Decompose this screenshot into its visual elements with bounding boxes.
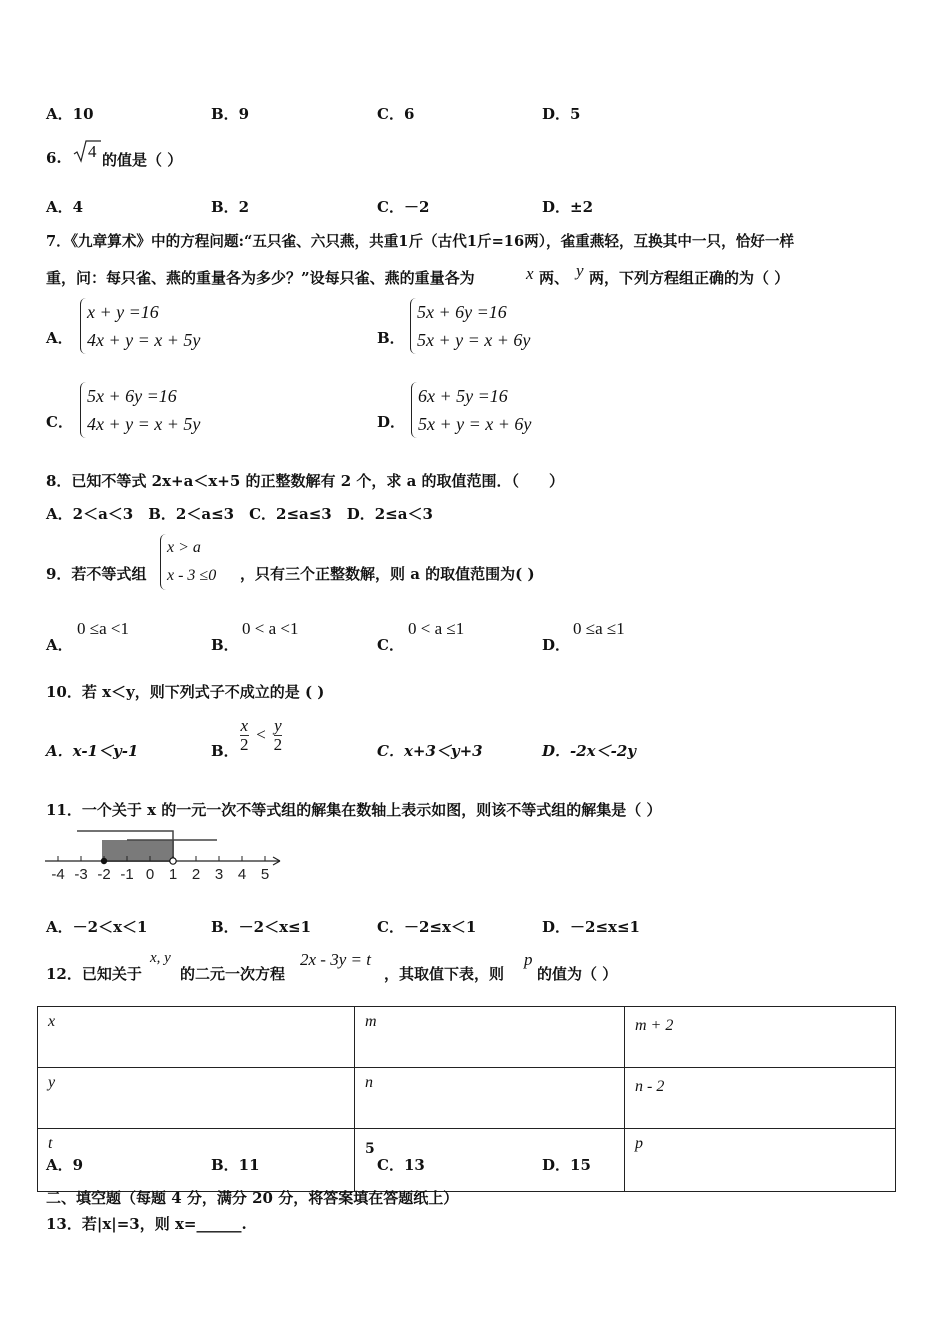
q6-option-c: C．－2 [377,198,430,216]
q8-text: 8．已知不等式 2x+a＜x+5 的正整数解有 2 个，求 a 的取值范围．（ ） [46,472,565,490]
q10-frac1-num: x [240,716,249,735]
q6-radicand: 4 [88,142,97,161]
q11-shaded-region [102,840,174,862]
q9-eq1: x > a [167,539,201,556]
q7-option-c-eq1: 5x + 6y =16 [87,386,177,406]
q11-tick-label: 0 [145,866,155,883]
q11-option-c: C．－2≤x＜1 [377,918,477,936]
q10-frac2-num: y [274,716,282,735]
q6-text: 的值是（ ） [102,151,183,169]
q6-option-b: B．2 [211,198,250,216]
q12-vars: x, y [150,950,171,966]
q7-option-d-eq1: 6x + 5y =16 [418,386,508,406]
q11-tick-label: -1 [120,866,134,883]
table-cell: m + 2 [625,1007,896,1068]
q5-option-d: D．5 [542,105,581,123]
q11-tick-label: 3 [214,866,224,883]
table-cell: n [355,1068,625,1129]
q7-option-a-label: A． [46,329,73,347]
q7-option-d-label: D． [377,413,406,431]
q7-line2a: 重，问：每只雀、燕的重量各为多少？”设每只雀、燕的重量各为 [46,269,475,287]
q10-option-a: A．x-1＜y-1 [46,742,139,760]
q9-option-d-label: D． [542,636,571,654]
table-row [38,1007,896,1068]
q10-text: 10．若 x＜y，则下列式子不成立的是 ( ) [46,683,325,701]
q9-eq2: x - 3 ≤0 [167,567,217,584]
q7-option-d-system [411,382,531,438]
q7-option-a-system [80,298,200,354]
table-cell: 5 [355,1129,625,1192]
q9-prefix: 9．若不等式组 [46,565,147,583]
q5-option-b: B．9 [211,105,250,123]
q7-var-x: x [526,264,534,283]
q10-less-than: < [256,724,266,744]
q7-option-a-eq2: 4x + y = x + 5y [87,330,201,350]
section-2-heading: 二、填空题（每题 4 分，满分 20 分，将答案填在答题纸上） [46,1189,459,1207]
q9-suffix: ，只有三个正整数解，则 a 的取值范围为( ) [240,565,535,583]
q11-closed-dot-icon [101,858,107,864]
table-cell: n - 2 [625,1068,896,1129]
q5-option-c: C．6 [377,105,415,123]
q7-option-a-eq1: x + y =16 [87,302,159,322]
q7-line1: 7．《九章算术》中的方程问题:“五只雀、六只燕，共重1斤（古代1斤=16两），雀重燕轻，互换其中一只，恰好一样 [46,233,795,250]
q12-suffix1: ，其取值下表，则 [384,965,505,983]
q9-option-a-expr: 0 ≤a <1 [77,619,129,638]
q10-option-d: D．-2x＜-2y [542,742,636,760]
table-cell: y [38,1068,355,1129]
q12-option-b: B．11 [211,1156,260,1174]
q12-option-a: A．9 [46,1156,84,1174]
table-cell: m [355,1007,625,1068]
q11-tick-label: 1 [168,866,178,883]
q7-option-b-eq2: 5x + y = x + 6y [417,330,531,350]
q7-option-d-eq2: 5x + y = x + 6y [418,414,532,434]
q7-var-y: y [576,261,584,280]
q12-option-d: D．15 [542,1156,591,1174]
q7-option-b-system [410,298,530,354]
q12-equation: 2x - 3y = t [300,950,371,969]
q7-line2b: 两、 [539,269,570,287]
q9-option-b-label: B． [211,636,239,654]
q12-option-c: C．13 [377,1156,425,1174]
q12-var-p: p [524,950,533,969]
q11-tick-label: -2 [97,866,111,883]
q11-tick-label: -3 [74,866,88,883]
q11-option-d: D．－2≤x≤1 [542,918,640,936]
q12-prefix: 12．已知关于 [46,965,142,983]
q11-tick-label: -4 [51,866,65,883]
q13-text: 13．若|x|=3，则 x=______. [46,1215,247,1233]
q9-option-b-expr: 0 < a <1 [242,619,299,638]
q11-number-line [42,824,292,890]
q5-option-a: A．10 [46,105,94,123]
q10-frac2-den: 2 [273,735,283,754]
q9-option-d-expr: 0 ≤a ≤1 [573,619,625,638]
q12-suffix2: 的值为（ ） [537,965,618,983]
q11-option-b: B．－2＜x≤1 [211,918,312,936]
table-row [38,1068,896,1129]
table-cell: t [38,1129,355,1192]
q7-option-c-label: C． [46,413,73,431]
q7-option-c-eq2: 4x + y = x + 5y [87,414,201,434]
q7-line2c: 两，下列方程组正确的为（ ） [589,269,790,287]
q10-option-b-label: B． [211,742,239,760]
q9-system [160,534,216,590]
q12-middle: 的二元一次方程 [180,965,286,983]
q10-fraction-right [274,717,283,754]
q10-fraction-left [240,717,249,754]
q6-number: 6. [46,149,62,167]
q12-value-table [37,1006,896,1192]
q7-option-b-label: B． [377,329,405,347]
q9-option-a-label: A． [46,636,73,654]
q7-option-b-eq1: 5x + 6y =16 [417,302,507,322]
q11-tick-label: 4 [237,866,247,883]
table-cell: x [38,1007,355,1068]
q6-option-a: A．4 [46,198,84,216]
q9-option-c-expr: 0 < a ≤1 [408,619,465,638]
table-cell: p [625,1129,896,1192]
q11-open-dot-icon [170,858,176,864]
q11-tick-label: 2 [191,866,201,883]
q10-frac1-den: 2 [240,735,249,754]
q10-option-c: C．x+3＜y+3 [377,742,483,760]
q6-sqrt-icon [72,138,102,168]
table-row [38,1129,896,1192]
q6-option-d: D．±2 [542,198,594,216]
q10-option-b-expr [240,717,282,754]
q9-option-c-label: C． [377,636,404,654]
q11-text: 11．一个关于 x 的一元一次不等式组的解集在数轴上表示如图，则该不等式组的解集是（ ） [46,801,662,819]
q7-option-c-system [80,382,200,438]
q8-options: A．2＜a＜3 B．2＜a≤3 C．2≤a≤3 D．2≤a＜3 [46,505,433,523]
q11-tick-label: 5 [260,866,270,883]
q11-option-a: A．－2＜x＜1 [46,918,148,936]
